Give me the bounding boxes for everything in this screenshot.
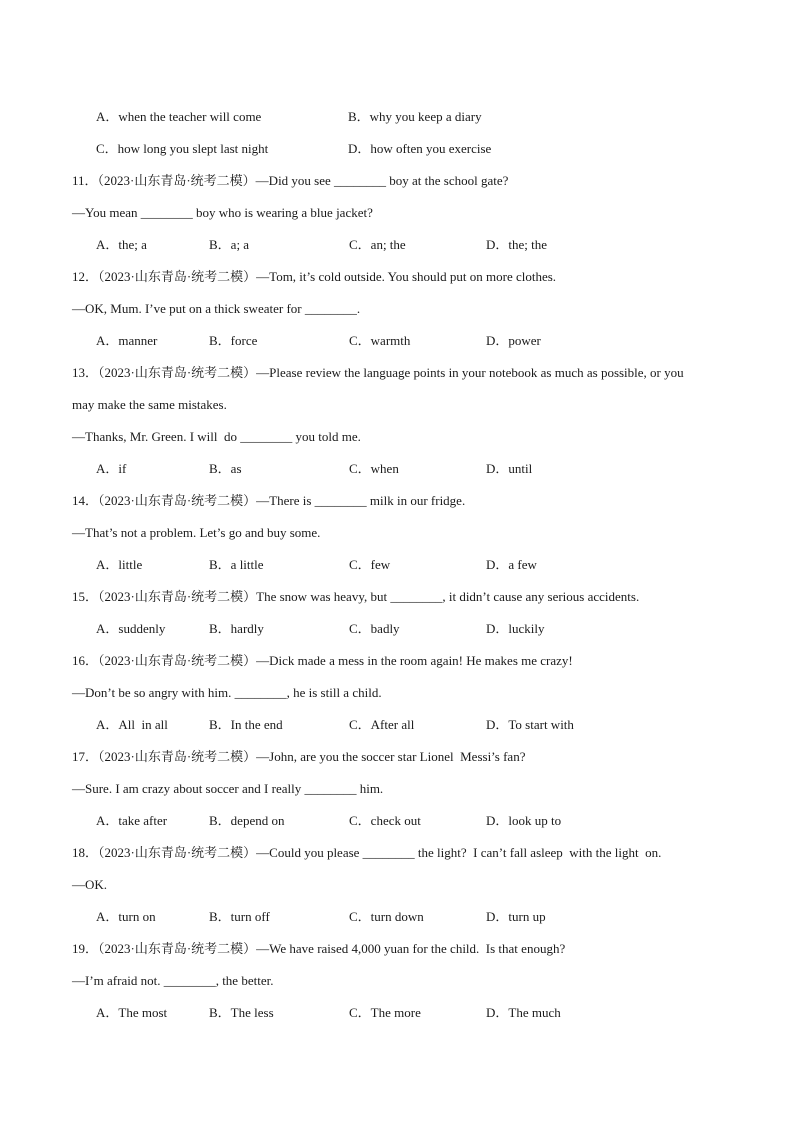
question-stem: —That’s not a problem. Let’s go and buy some.	[72, 525, 321, 540]
question-stem: may make the same mistakes.	[72, 397, 227, 412]
option-a: A．if	[96, 461, 127, 476]
option-b: B．depend on	[209, 813, 285, 828]
question-stem: 19．（2023·山东青岛·统考二模）—We have raised 4,000 yuan for the child. Is that enough?	[72, 941, 566, 956]
question-stem: 12．（2023·山东青岛·统考二模）—Tom, it’s cold outside. You should put on more clothes.	[72, 269, 557, 284]
option-a: A．turn on	[96, 909, 156, 924]
question-stem: —OK.	[72, 877, 108, 892]
option-d: D．power	[486, 333, 541, 348]
option-a: A．when the teacher will come	[96, 109, 262, 124]
option-d: D．look up to	[486, 813, 562, 828]
question-18	[72, 837, 732, 933]
option-row	[72, 613, 732, 645]
option-c: C．how long you slept last night	[96, 141, 269, 156]
question-stem: —Don’t be so angry with him. ________, he is still a child.	[72, 685, 382, 700]
question-stem: 15．（2023·山东青岛·统考二模）The snow was heavy, but ________, it didn’t cause any serious accidents.	[72, 589, 640, 604]
option-c: C．warmth	[349, 333, 411, 348]
question-stem: —You mean ________ boy who is wearing a blue jacket?	[72, 205, 373, 220]
option-row	[72, 709, 732, 741]
option-c: C．few	[349, 557, 391, 572]
option-row	[72, 805, 732, 837]
question-14	[72, 485, 732, 581]
option-c: C．when	[349, 461, 399, 476]
option-c: C．After all	[349, 717, 415, 732]
option-d: D．the; the	[486, 237, 548, 252]
question-stem: —I’m afraid not. ________, the better.	[72, 973, 274, 988]
question-stem: 16．（2023·山东青岛·统考二模）—Dick made a mess in the room again! He makes me crazy!	[72, 653, 573, 668]
option-c: C．an; the	[349, 237, 406, 252]
question-stem: —Sure. I am crazy about soccer and I really ________ him.	[72, 781, 384, 796]
option-a: A．All in all	[96, 717, 168, 732]
option-d: D．To start with	[486, 717, 574, 732]
option-row	[72, 453, 732, 485]
option-a: A．little	[96, 557, 143, 572]
option-a: A．the; a	[96, 237, 147, 252]
question-11	[72, 165, 732, 261]
question-13	[72, 357, 732, 485]
question-12	[72, 261, 732, 357]
option-b: B．as	[209, 461, 242, 476]
option-d: D．The much	[486, 1005, 561, 1020]
option-c: C．turn down	[349, 909, 424, 924]
option-b: B．turn off	[209, 909, 270, 924]
question-19	[72, 933, 732, 1029]
question-stem: 18．（2023·山东青岛·统考二模）—Could you please ________ the light? I can’t fall asleep with the light on.	[72, 845, 662, 860]
question-stem: 13．（2023·山东青岛·统考二模）—Please review the language points in your notebook as much as possible, or you	[72, 365, 684, 380]
option-c: C．check out	[349, 813, 421, 828]
question-list	[72, 101, 732, 1029]
option-row	[72, 229, 732, 261]
option-b: B．The less	[209, 1005, 274, 1020]
option-row	[72, 549, 732, 581]
question-17	[72, 741, 732, 837]
question-15	[72, 581, 732, 645]
option-b: B．a little	[209, 557, 264, 572]
option-a: A．manner	[96, 333, 158, 348]
option-b: B．a; a	[209, 237, 250, 252]
option-row	[72, 997, 732, 1029]
option-a: A．suddenly	[96, 621, 166, 636]
option-row	[72, 101, 732, 133]
question-16	[72, 645, 732, 741]
question-stem: 14．（2023·山东青岛·统考二模）—There is ________ milk in our fridge.	[72, 493, 466, 508]
option-c: C．badly	[349, 621, 400, 636]
question-stem: —Thanks, Mr. Green. I will do ________ you told me.	[72, 429, 361, 444]
question-stem: 11．（2023·山东青岛·统考二模）—Did you see ________ boy at the school gate?	[72, 173, 509, 188]
option-row	[72, 325, 732, 357]
question-stem: —OK, Mum. I’ve put on a thick sweater for ________.	[72, 301, 361, 316]
option-c: C．The more	[349, 1005, 421, 1020]
option-row	[72, 901, 732, 933]
option-b: B．why you keep a diary	[348, 109, 482, 124]
option-b: B．hardly	[209, 621, 264, 636]
option-d: D．until	[486, 461, 533, 476]
question-stem: 17．（2023·山东青岛·统考二模）—John, are you the soccer star Lionel Messi’s fan?	[72, 749, 526, 764]
option-row	[72, 133, 732, 165]
option-d: D．turn up	[486, 909, 546, 924]
option-a: A．take after	[96, 813, 168, 828]
option-d: D．luckily	[486, 621, 545, 636]
option-b: B．force	[209, 333, 258, 348]
option-d: D．a few	[486, 557, 537, 572]
option-d: D．how often you exercise	[348, 141, 492, 156]
option-b: B．In the end	[209, 717, 283, 732]
option-a: A．The most	[96, 1005, 168, 1020]
